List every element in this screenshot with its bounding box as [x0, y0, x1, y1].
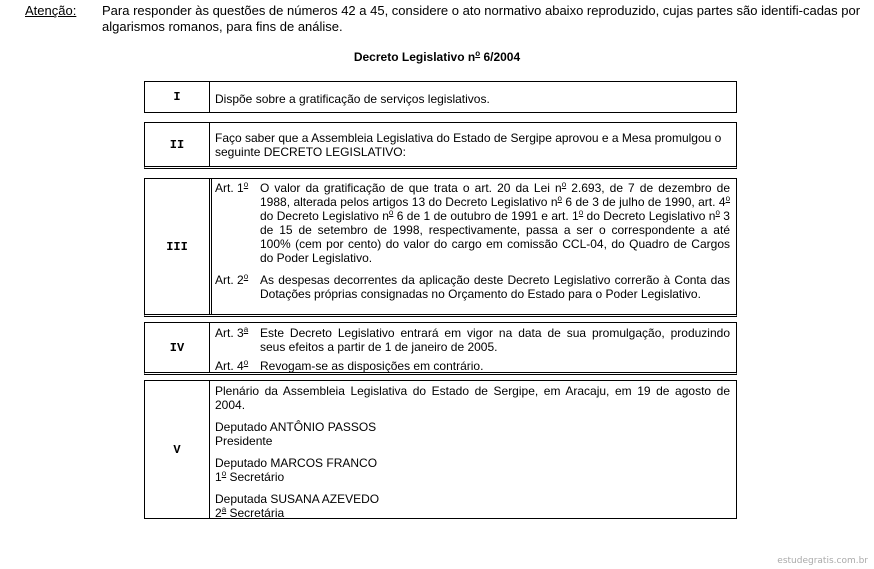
article-text: Este Decreto Legislativo entrará em vigor na data de sua promulgação, produzindo seus efeitos a partir de 1 de janeiro de 2005. [260, 326, 730, 354]
attention-text: Para responder às questões de números 42 a 45, considere o ato normativo abaixo reproduzido, cujas partes são identifi-cadas por algarismos romanos, para fins de análise. [102, 3, 861, 34]
section-content [215, 384, 730, 520]
section-i [144, 81, 737, 113]
article-label: Art. 3$^a$ [215, 325, 249, 340]
place-date: Plenário da Assembleia Legislativa do Estado de Sergipe, em Aracaju, em 19 de agosto de 2004. [215, 384, 730, 412]
article-text: As despesas decorrentes da aplicação deste Decreto Legislativo correrão à Conta das Dotações próprias consignadas no Orçamento do Estado para o Poder Legislativo. [260, 273, 730, 301]
article-label: Art. 4$^o$ [215, 358, 249, 373]
signatory-role: Presidente [215, 434, 273, 448]
signatory-name: Deputada SUSANA AZEVEDO [215, 492, 380, 506]
section-number: IV [145, 323, 210, 372]
section-number: I [145, 82, 210, 112]
section-ii [144, 122, 737, 169]
signatory-role: 2$^a$ Secretária [215, 505, 285, 520]
article-text: O valor da gratificação de que trata o art. 20 da Lei $n^o$ 2.693, de 7 de dezembro de 1988, alterada pelos artigos 13 do Decreto Legislativo $n^o$ 6 de 3 de julho de 1990, art. 4$^o$ do Decreto Legislativo $n^o$ 6 de 1 de outubro de 1991 e art. 1$^o$ do Decreto Legislativo $n^o$ 3 de 15 de setembro de 1998, respectivamente, passa a ser o correspondente a até 100% (cem por cento) do valor do cargo em comissão CCL-04, do Quadro de Cargos do Poder Legislativo. [260, 180, 731, 265]
section-number: III [145, 179, 212, 314]
article-4 [215, 359, 730, 373]
section-text: Faço saber que a Assembleia Legislativa do Estado de Sergipe aprovou e a Mesa promulgou o seguinte DECRETO LEGISLATIVO: [215, 131, 722, 159]
article-text: Revogam-se as disposições em contrário. [260, 359, 484, 373]
section-content [215, 181, 730, 301]
section-v [144, 380, 737, 519]
signatory-name: Deputado ANTÔNIO PASSOS [215, 420, 377, 434]
attention-label: Atenção: [25, 3, 77, 18]
section-number: II [145, 123, 210, 166]
article-3 [215, 326, 730, 354]
article-label: Art. 1$^o$ [215, 180, 249, 195]
signatory-role: 1$^o$ Secretário [215, 469, 285, 484]
article-1 [215, 181, 730, 265]
document-title: Decreto Legislativo $n^o$ 6/2004 [353, 49, 521, 64]
signatory-name: Deputado MARCOS FRANCO [215, 456, 378, 470]
section-number: V [145, 381, 210, 518]
article-2 [215, 273, 730, 301]
section-iv [144, 322, 737, 375]
section-text: Dispõe sobre a gratificação de serviços legislativos. [215, 92, 490, 106]
article-label: Art. 2$^o$ [215, 272, 249, 287]
watermark: estudegratis.com.br [777, 556, 868, 566]
section-iii [144, 178, 737, 317]
section-content [215, 326, 730, 373]
